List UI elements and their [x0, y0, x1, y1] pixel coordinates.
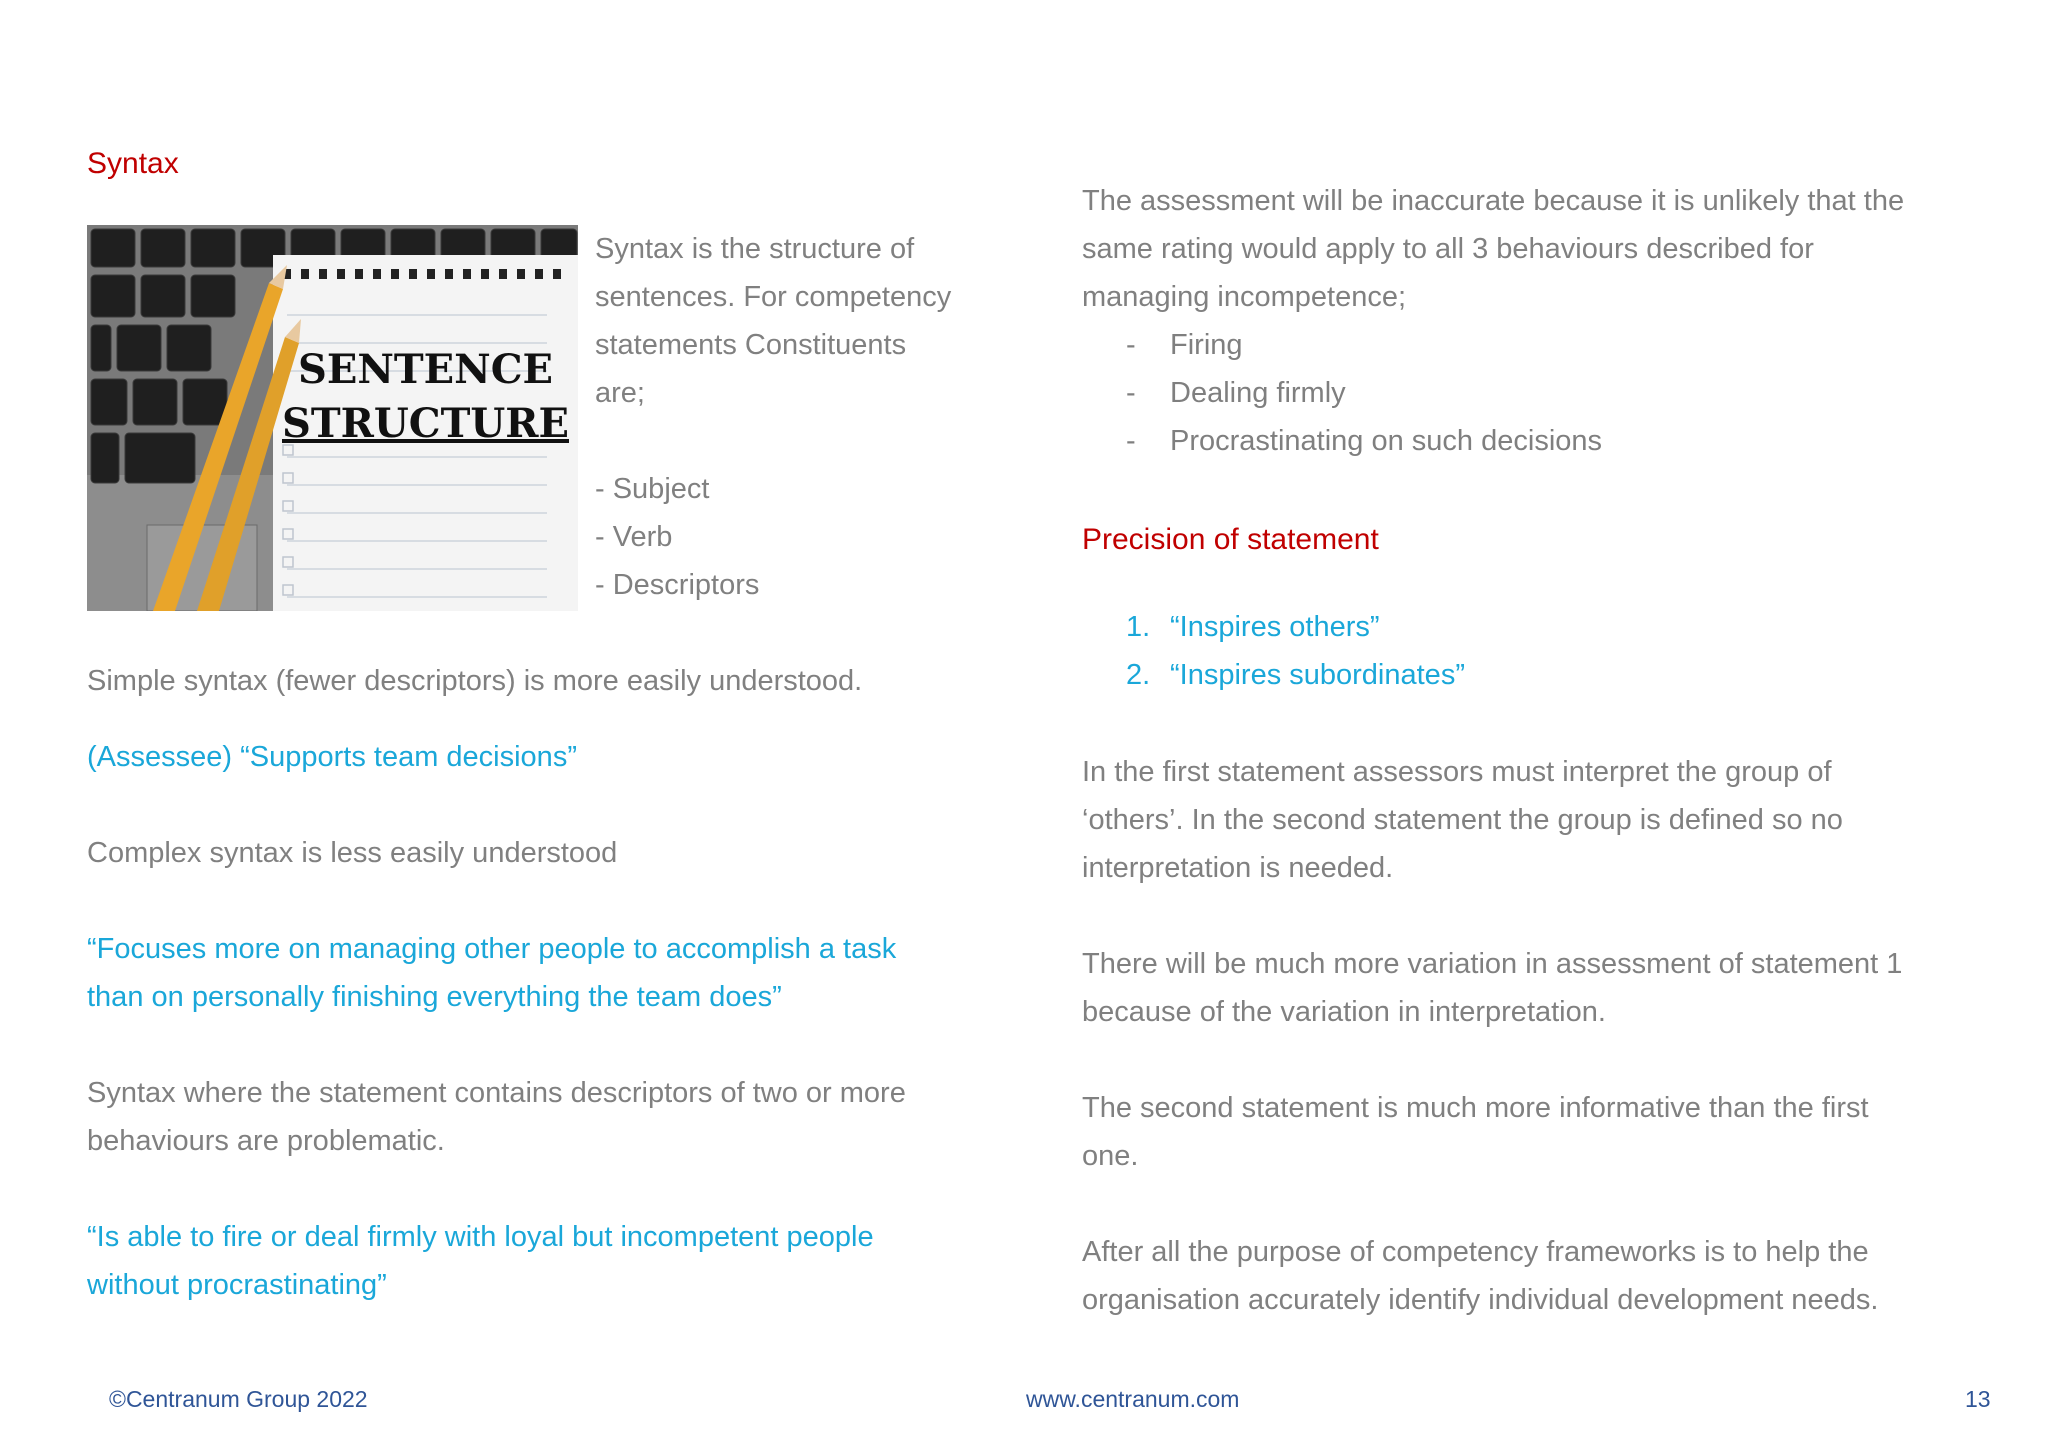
multi-example-1: “Is able to fire or deal firmly with loyal but incompetent people [87, 1221, 874, 1253]
assessment-text-1: The assessment will be inaccurate because it is unlikely that the [1082, 185, 1905, 217]
precision-example: 2. “Inspires subordinates” [1126, 659, 1465, 691]
variation-text-1: There will be much more variation in assessment of statement 1 [1082, 948, 1903, 980]
interpret-text-1: In the first statement assessors must interpret the group of [1082, 756, 1832, 788]
multi-example-2: without procrastinating” [87, 1269, 387, 1301]
multi-behaviour-text-2: behaviours are problematic. [87, 1125, 445, 1157]
constituent-verb: - Verb [595, 521, 673, 553]
informative-text-2: one. [1082, 1140, 1139, 1172]
syntax-intro-1: Syntax is the structure of [595, 233, 915, 265]
syntax-intro-4: are; [595, 377, 645, 409]
footer-copyright: ©Centranum Group 2022 [109, 1386, 368, 1412]
behaviour-list [1126, 321, 1602, 465]
assessment-text-2: same rating would apply to all 3 behaviours described for [1082, 233, 1814, 265]
multi-behaviour-text-1: Syntax where the statement contains descriptors of two or more [87, 1077, 906, 1109]
interpret-text-3: interpretation is needed. [1082, 852, 1394, 884]
precision-examples [1126, 603, 1465, 699]
sentence-structure-image [87, 225, 578, 611]
interpret-text-2: ‘others’. In the second statement the group is defined so no [1082, 804, 1843, 836]
complex-example-2: than on personally finishing everything the team does” [87, 981, 782, 1013]
behaviour-item: - Firing [1126, 329, 1243, 361]
syntax-intro-3: statements Constituents [595, 329, 907, 361]
precision-heading: Precision of statement [1082, 523, 1379, 556]
complex-example-1: “Focuses more on managing other people to accomplish a task [87, 933, 897, 965]
purpose-text-1: After all the purpose of competency frameworks is to help the [1082, 1236, 1869, 1268]
image-text-sentence: SENTENCE [297, 346, 554, 393]
behaviour-item: - Procrastinating on such decisions [1126, 425, 1603, 457]
syntax-intro-2: sentences. For competency [595, 281, 952, 313]
image-text-structure: STRUCTURE [282, 400, 569, 447]
precision-example: 1. “Inspires others” [1126, 611, 1380, 643]
behaviour-item: - Dealing firmly [1126, 377, 1346, 409]
simple-syntax-text: Simple syntax (fewer descriptors) is more easily understood. [87, 665, 863, 697]
page-number: 13 [1965, 1386, 1991, 1412]
constituent-subject: - Subject [595, 473, 710, 505]
variation-text-2: because of the variation in interpretation. [1082, 996, 1606, 1028]
purpose-text-2: organisation accurately identify individual development needs. [1082, 1284, 1879, 1316]
constituent-descriptors: - Descriptors [595, 569, 760, 601]
footer-website-link[interactable]: www.centranum.com [1026, 1386, 1240, 1412]
assessment-text-3: managing incompetence; [1082, 281, 1407, 313]
informative-text-1: The second statement is much more informative than the first [1082, 1092, 1869, 1124]
syntax-heading: Syntax [87, 147, 179, 180]
simple-syntax-example: (Assessee) “Supports team decisions” [87, 741, 577, 773]
complex-syntax-text: Complex syntax is less easily understood [87, 837, 618, 869]
